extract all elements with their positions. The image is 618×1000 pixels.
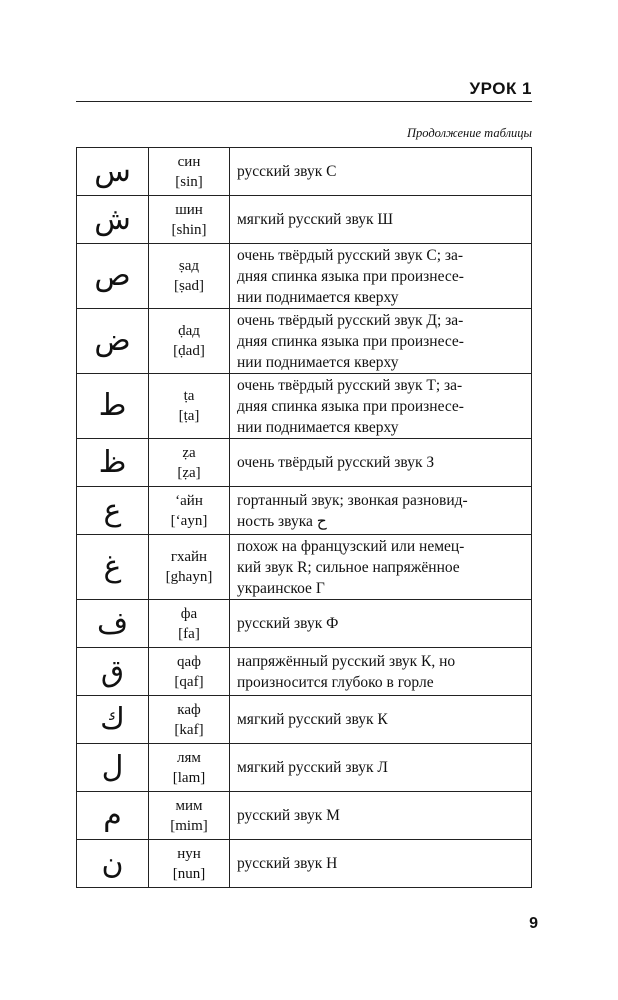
letter-name-cell (149, 600, 230, 648)
sound-description-line: похож на французский или немец- (237, 537, 465, 555)
letter-transliteration: [ghayn] (165, 569, 213, 585)
letter-name: лям (177, 749, 201, 766)
letter-name-cell (149, 244, 230, 309)
letter-name-cell (149, 374, 230, 439)
letter-name-cell (149, 309, 230, 374)
sound-description-line: очень твёрдый русский звук З (237, 454, 435, 471)
table-row (77, 535, 532, 600)
sound-description-line: очень твёрдый русский звук С; за- (237, 246, 464, 264)
letter-transliteration: [sin] (175, 173, 203, 190)
letter-name: гхайн (170, 549, 208, 565)
sound-description-line: дняя спинка языка при произнесе- (237, 267, 464, 285)
sound-description-cell (230, 744, 532, 792)
sound-description-line: русский звук М (237, 807, 340, 824)
table-row (77, 196, 532, 244)
letter-transliteration: [‘ayn] (170, 512, 208, 529)
sound-description-line: нии поднимается кверху (237, 288, 399, 306)
sound-description-line: ность звука ح (237, 512, 327, 530)
sound-description-cell (230, 696, 532, 744)
letter-name-cell (149, 148, 230, 196)
sound-description-line: дняя спинка языка при произнесе- (237, 332, 464, 350)
letter-name: ḍад (178, 323, 200, 339)
table-row (77, 374, 532, 439)
sound-description-cell (230, 374, 532, 439)
table-row (77, 600, 532, 648)
sound-description-line: мягкий русский звук Ш (237, 211, 394, 228)
arabic-letter: ف (77, 600, 149, 648)
letter-transliteration: [ṣad] (174, 278, 204, 294)
sound-description-cell (230, 309, 532, 374)
arabic-alphabet-table (76, 147, 532, 888)
arabic-letter: ض (77, 309, 149, 374)
letter-name: ‘айн (175, 492, 203, 509)
letter-name-cell (149, 744, 230, 792)
arabic-letter: ق (77, 648, 149, 696)
letter-name-cell (149, 648, 230, 696)
sound-description-cell (230, 648, 532, 696)
letter-transliteration: [qaf] (174, 673, 204, 690)
letter-name: каф (177, 701, 201, 718)
sound-description-line: мягкий русский звук К (237, 711, 388, 728)
sound-description-line: очень твёрдый русский звук Т; за- (237, 376, 463, 394)
table-row (77, 696, 532, 744)
sound-description-line: русский звук Ф (237, 615, 339, 632)
arabic-letter: ظ (77, 439, 149, 487)
letter-transliteration: [ḍad] (173, 343, 205, 359)
arabic-letter: غ (77, 535, 149, 600)
letter-transliteration: [fa] (178, 625, 200, 642)
letter-transliteration: [shin] (171, 221, 207, 238)
letter-name: син (177, 153, 201, 170)
arabic-letter: ك (77, 696, 149, 744)
arabic-letter: س (77, 148, 149, 196)
arabic-letter: ص (77, 244, 149, 309)
table-row (77, 309, 532, 374)
sound-description-line: русский звук Н (237, 855, 338, 872)
sound-description-cell (230, 439, 532, 487)
sound-description-line: произносится глубоко в горле (237, 673, 434, 691)
arabic-letter: ل (77, 744, 149, 792)
header-divider (76, 101, 532, 102)
table-row (77, 744, 532, 792)
letter-name-cell (149, 535, 230, 600)
sound-description-cell (230, 840, 532, 888)
letter-name: ṣад (178, 258, 200, 274)
sound-description-line: гортанный звук; звонкая разновид- (237, 491, 468, 509)
arabic-letter: ن (77, 840, 149, 888)
letter-name: ẓа (182, 444, 196, 461)
table-row (77, 792, 532, 840)
sound-description-line: очень твёрдый русский звук Д; за- (237, 311, 464, 329)
table-row (77, 439, 532, 487)
arabic-letter: ش (77, 196, 149, 244)
letter-name: нун (177, 845, 201, 862)
sound-description-line: украинское Г (237, 579, 325, 597)
sound-description-cell (230, 600, 532, 648)
arabic-letter: ع (77, 487, 149, 535)
letter-name: шин (175, 201, 203, 218)
sound-description-cell (230, 535, 532, 600)
letter-name-cell (149, 487, 230, 535)
letter-name-cell (149, 696, 230, 744)
letter-transliteration: [ẓa] (177, 464, 201, 481)
letter-transliteration: [lam] (172, 769, 206, 786)
letter-transliteration: [ṭa] (178, 408, 200, 424)
table-row (77, 487, 532, 535)
sound-description-cell (230, 244, 532, 309)
sound-description-line: кий звук R; сильное напряжённое (237, 558, 460, 576)
table-row (77, 148, 532, 196)
sound-description-line: мягкий русский звук Л (237, 759, 388, 776)
letter-name: ṭа (183, 388, 195, 404)
letter-name-cell (149, 792, 230, 840)
letter-name-cell (149, 840, 230, 888)
sound-description-line: нии поднимается кверху (237, 353, 399, 371)
arabic-letter: ط (77, 374, 149, 439)
table-row (77, 244, 532, 309)
letter-transliteration: [nun] (172, 865, 206, 882)
page-header-title: УРОК 1 (469, 79, 532, 98)
letter-name-cell (149, 439, 230, 487)
table-row (77, 648, 532, 696)
sound-description-line: русский звук С (237, 163, 337, 180)
letter-name-cell (149, 196, 230, 244)
sound-description-line: дняя спинка языка при произнесе- (237, 397, 464, 415)
letter-name: qаф (177, 653, 201, 670)
letter-name: фа (180, 605, 198, 622)
page-number: 9 (529, 915, 538, 932)
sound-description-line: нии поднимается кверху (237, 418, 399, 436)
table-continuation-caption: Продолжение таблицы (406, 126, 532, 140)
arabic-letter: م (77, 792, 149, 840)
table-row (77, 840, 532, 888)
sound-description-cell (230, 792, 532, 840)
letter-name: мим (175, 797, 203, 814)
sound-description-line: напряжённый русский звук К, но (237, 652, 456, 670)
sound-description-cell (230, 487, 532, 535)
letter-transliteration: [kaf] (174, 721, 204, 738)
sound-description-cell (230, 148, 532, 196)
letter-transliteration: [mim] (170, 817, 208, 834)
sound-description-cell (230, 196, 532, 244)
